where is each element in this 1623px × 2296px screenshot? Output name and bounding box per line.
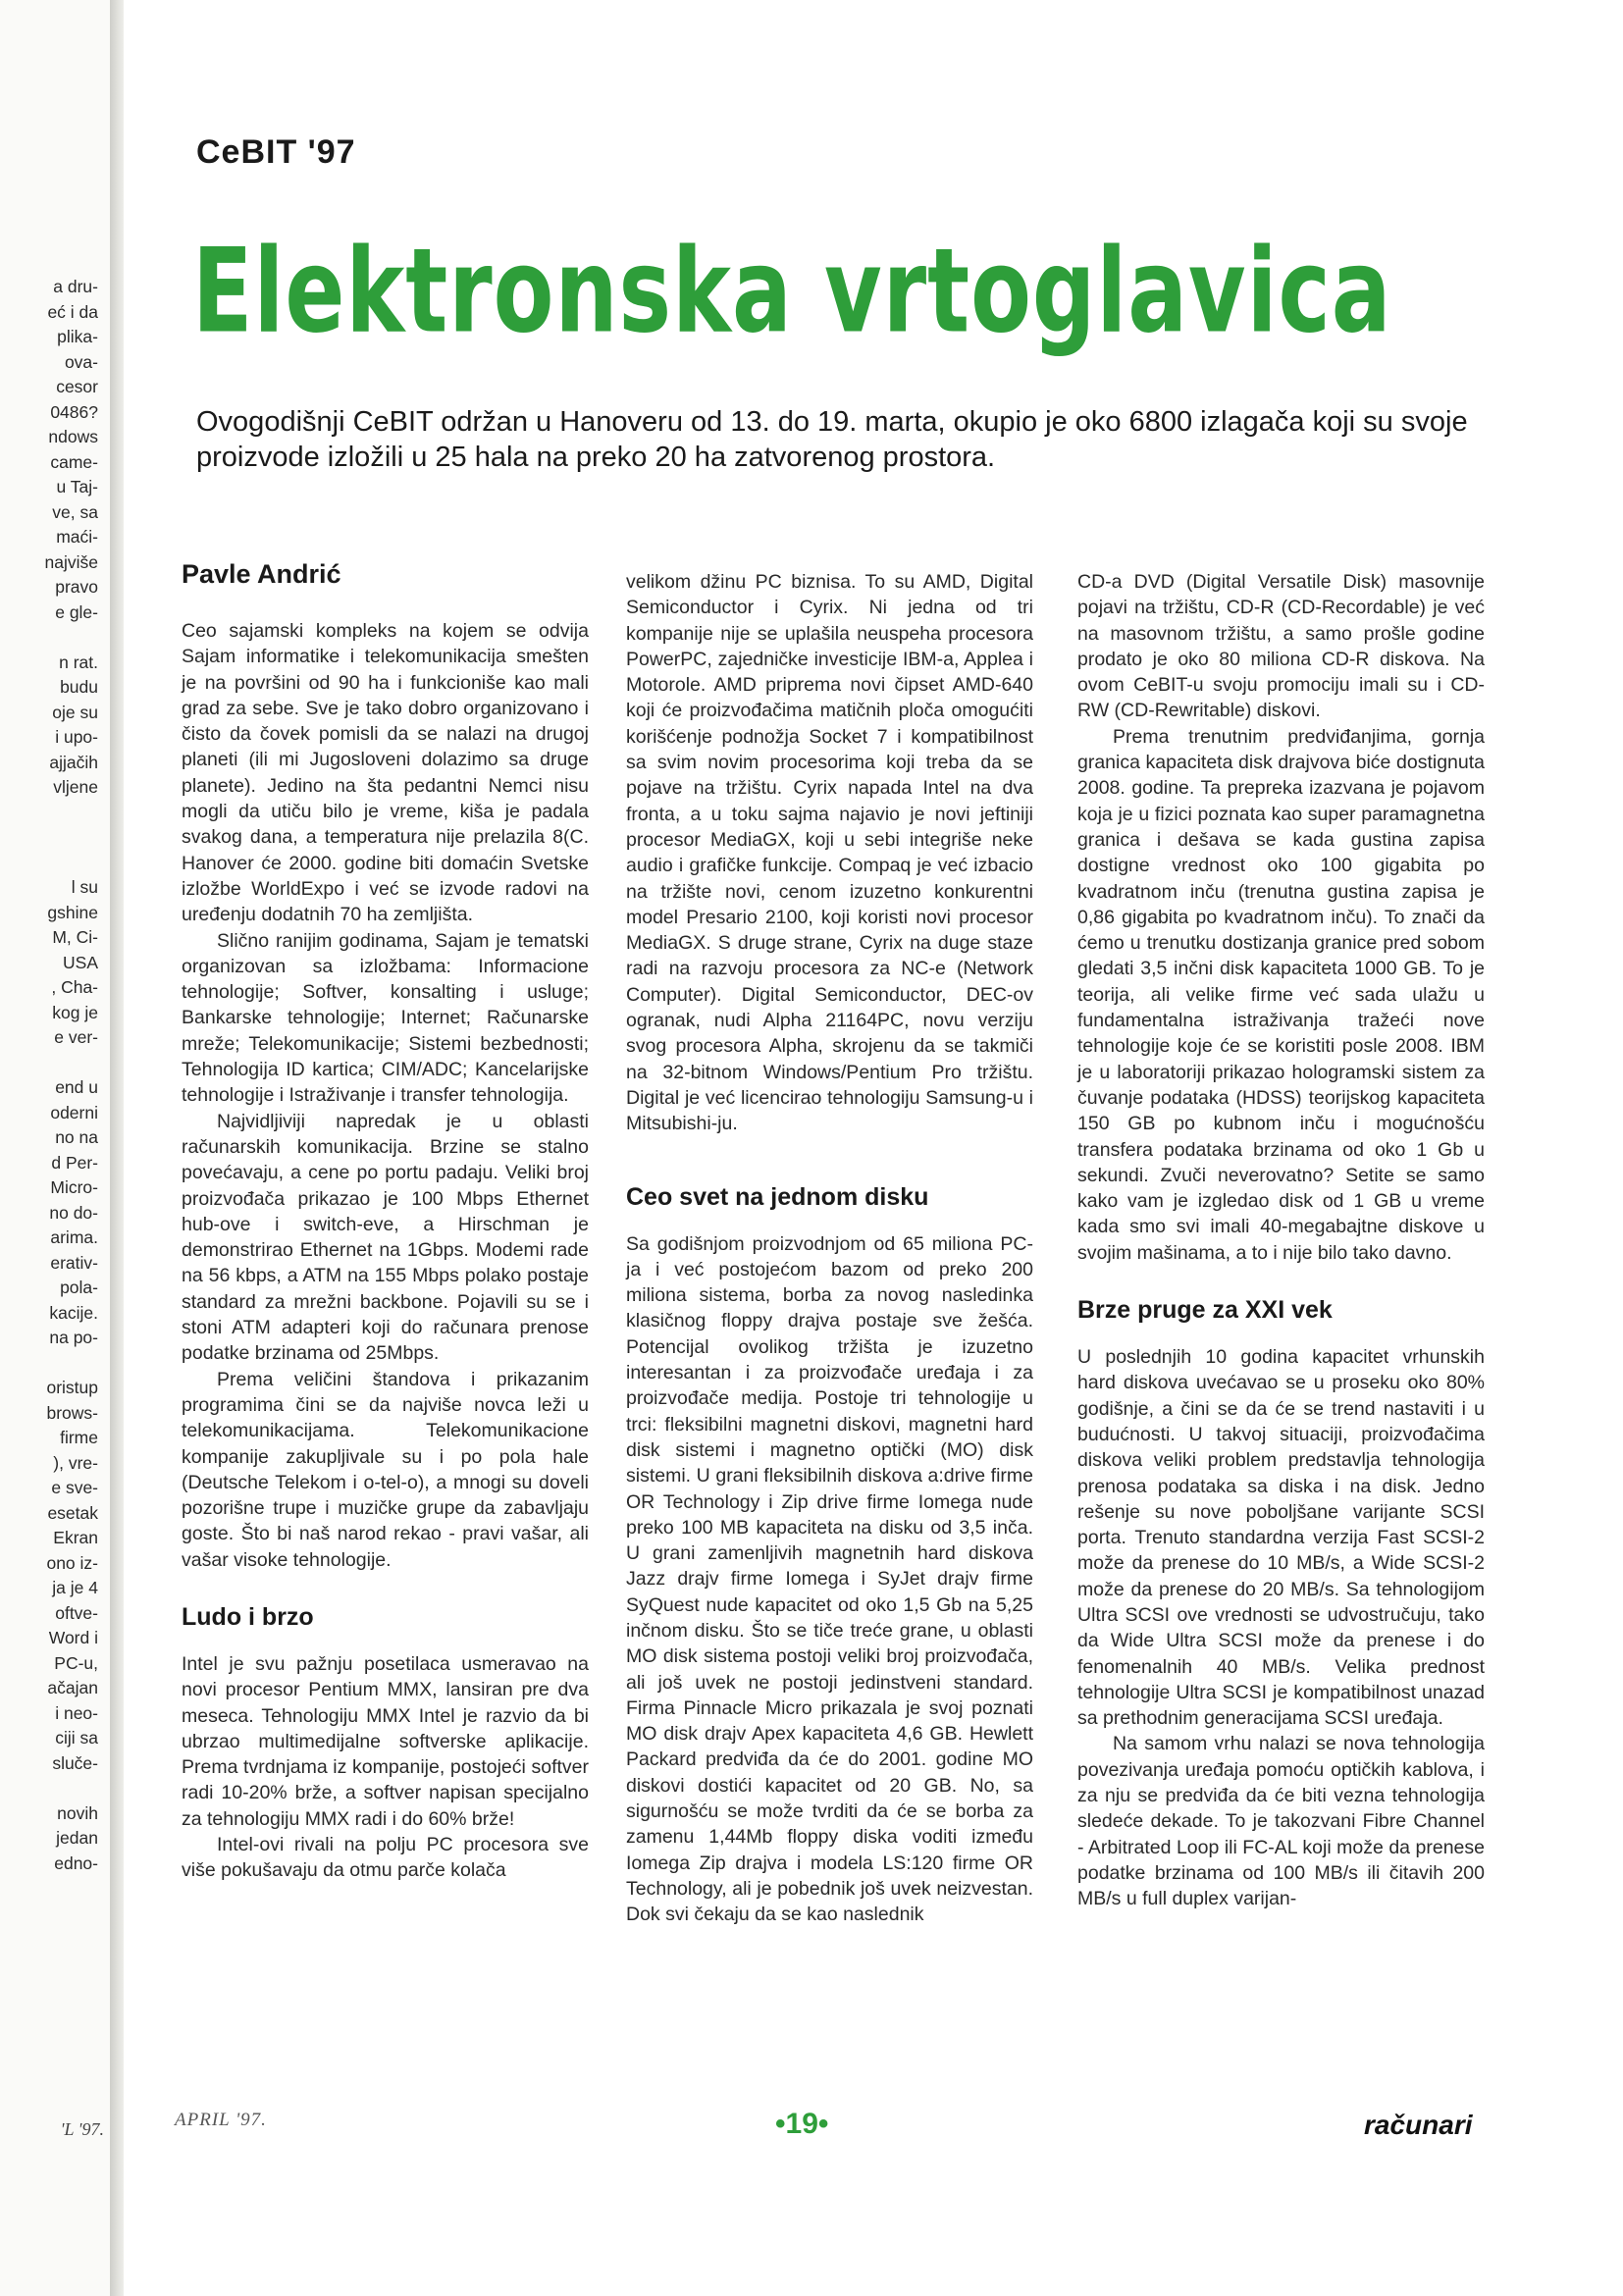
facing-page-line — [0, 851, 104, 876]
paragraph: Na samom vrhu nalazi se nova tehnologija povezivanja uređaja pomoću optičkih kablova, i za nju se predviđa da će biti vezna tehnologija sledeće dekade. To je takozvani Fibre Channel - Arbitrated Loop ili FC-AL koji može da prenese podatke brzinama od 100 MB/s ili čitavih 200 MB/s u full duplex varijan- — [1077, 1733, 1485, 1910]
facing-page-line: ciji sa — [55, 1728, 98, 1748]
facing-page-line: oftve- — [55, 1602, 98, 1623]
facing-page-line: M, Ci- — [52, 927, 98, 947]
column-3 — [1077, 569, 1485, 1912]
facing-page-line: novih — [57, 1802, 98, 1823]
page-spine — [110, 0, 124, 2296]
facing-page-line: end u — [55, 1077, 98, 1097]
facing-page-line: ačajan — [47, 1678, 98, 1697]
facing-page-footer: 'L '97. — [60, 2119, 104, 2139]
facing-page-line: i upo- — [55, 727, 98, 747]
facing-page-line: a dru- — [53, 277, 98, 296]
facing-page-line: cesor — [56, 377, 98, 396]
facing-page-line: eć i da — [47, 301, 98, 322]
facing-page-line: esetak — [47, 1502, 98, 1523]
paragraph: Ceo sajamski kompleks na kojem se odvija Sajam informatike i telekomunikacija smešten je na površini od 90 ha i funkcioniše kao mali grad za sebe. Sve je tako dobro organizovano i čisto da čovek pomisli da se nalazi na drugoj planeti (ili mi Jugosloveni dolazimo sa druge planete). Jedino na šta pedantni Nemci nisu mogli da utiču bilo je vreme, kiša je padala svakog dana, a temperatura nije prelazila 8(C. Hanover će 2000. godine biti domaćin Svetske izložbe WorldExpo i već se izvode radovi na uređenju dodatnih 70 ha zemljišta. — [182, 620, 589, 926]
paragraph: U poslednjih 10 godina kapacitet vrhunskih hard diskova uvećavao se u proseku oko 80% godišnje, a čini se da će se trend nastaviti i u budućnosti. U takvoj situaciji, proizvođačima diskova veliki problem predstavlja tehnologija prenosa podataka sa diska i na disk. Jedno rešenje su nove poboljšane varijante SCSI porta. Trenuto standardna verzija Fast SCSI-2 može da prenese do 10 MB/s, a Wide SCSI-2 može da prenese do 20 MB/s. Sa tehnologijom Ultra SCSI ove vrednosti se udvostručuju, tako da Wide Ultra SCSI može da prenese i do fenomenalnih 40 MB/s. Velika prednost tehnologije Ultra SCSI je kompatibilnost unazad sa prethodnim generacijama SCSI uređaja. — [1077, 1346, 1485, 1730]
facing-page-line: najviše — [44, 551, 98, 572]
paragraph: Sa godišnjom proizvodnjom od 65 miliona PC-ja i već postojećom bazom od preko 200 miliona sistema, borba za novog nasledinka klasičnog floppy drajva postaje sve žešća. Potencijal ovolikog tržišta je izuzetno interesantan i za proizvođače uređaja i za proizvođače medija. Postoje tri tehnologije u trci: fleksibilni magnetni diskovi, magnetni hard disk sistemi i magnetno optički (MO) disk sistemi. U grani fleksibilnih diskova a:drive firme OR Technology i Zip drive firme Iomega nude preko 100 MB kapaciteta na disku od 3,5 inča. U grani zamenljivih magnetnih hard diskova Jazz drajv firme Iomega i SyJet drajv firme SyQuest nude kapacitet od oko 1,5 Gb na 5,25 inčnom disku. Što se tiče treće grane, u oblasti MO disk sistema postoji veliki broj proizvođača, ali još uvek ne postoji jedinstveni standard. Firma Pinnacle Micro prikazala je svoj poznati MO disk drajv Apex kapaciteta 4,6 GB. Hewlett Packard predviđa da će do 2001. godine MO diskovi dostići kapacitet od 20 GB. No, sa sigurnošću se može tvrditi da će se borba za zamenu 1,44Mb floppy diska voditi između Iomega Zip drajva i modela LS:120 firme OR Technology, ali je pobednik još uvek neizvestan. Dok svi čekaju da se kao naslednik — [626, 1232, 1033, 1926]
magazine-brand: računari — [1364, 2110, 1473, 2140]
facing-page-line: oderni — [50, 1102, 98, 1122]
facing-page-line: ja je 4 — [52, 1578, 98, 1597]
page-number: •19• — [775, 2108, 829, 2140]
facing-page-strip — [0, 0, 111, 2296]
facing-page-line — [0, 1776, 104, 1801]
facing-page-line: no do- — [49, 1202, 98, 1223]
facing-page-line: no na — [55, 1127, 98, 1147]
paragraph: Intel je svu pažnju posetilaca usmeravao na novi procesor Pentium MMX, lansiran pre dva meseca. Tehnologiju MMX Intel je razvio da bi ubrzao multimedijalne softverske aplikacije. Prema tvrdnjama iz kompanije, postojeći softver radi 10-20% brže, a softver napisan specijalno za tehnologiju MMX radi i do 60% brže! — [182, 1652, 589, 1830]
facing-page-line: USA — [63, 952, 98, 972]
facing-page-line: vljene — [53, 777, 98, 797]
facing-page-line: sluče- — [52, 1752, 98, 1773]
facing-page-line: ova- — [64, 351, 98, 372]
facing-page-line: oje su — [52, 702, 98, 722]
facing-page-line — [0, 1351, 104, 1377]
subheading: Ludo i brzo — [182, 1602, 314, 1631]
facing-page-line: Micro- — [50, 1177, 98, 1197]
paragraph: CD-a DVD (Digital Versatile Disk) masovnije pojavi na tržištu, CD-R (CD-Recordable) je već na masovnom tržištu, a samo prošle godine prodato je oko 80 miliona CD-R diskova. Na ovom CeBIT-u svoju promociju imali su i CD-RW (CD-Rewritable) diskovi. — [1077, 571, 1485, 722]
facing-page-line: ), vre- — [53, 1452, 98, 1473]
paragraph: Intel-ovi rivali na polju PC procesora sve više pokušavaju da otmu parče kolača — [182, 1834, 589, 1882]
facing-page-line: ono iz- — [46, 1552, 98, 1573]
column-1 — [182, 559, 589, 1884]
facing-page-line: firme — [60, 1428, 98, 1447]
facing-page-line: i neo- — [55, 1702, 98, 1723]
facing-page-line: l su — [71, 877, 98, 897]
facing-page-line — [0, 625, 104, 651]
facing-page-line: e ver- — [54, 1027, 98, 1047]
facing-page-line: brows- — [46, 1402, 98, 1423]
facing-page-line: plika- — [57, 327, 98, 346]
author-byline: Pavle Andrić — [182, 559, 341, 589]
paragraph: velikom džinu PC biznisa. To su AMD, Digital Semiconductor i Cyrix. Ni jedna od tri kompanije nije se uplašila neuspeha procesora PowerPC, zajedničke investicije IBM-a, Applea i Motorole. AMD priprema novi čipset AMD-640 koji će proizvođačima matičnih ploča omogućiti korišćenje podnožja Socket 7 i kompatibilnost sa svim novim procesorima koji treba da se pojave na tržištu. Cyrix napada Intel na dva fronta, a u toku sajma najavio je novi jeftiniji procesor MediaGX, koji u sebi integriše neke audio i grafičke funkcije. Compaq je već izbacio na tržište novi, cenom izuzetno konkurentni model Presario 2100, koji koristi novi procesor MediaGX. S druge strane, Cyrix na duge staze radi na razvoju procesora za NC-e (Network Computer). Digital Semiconductor, DEC-ov ogranak, nudi Alpha 21164PC, novu verziju svog procesora Alpha, skrojenu da se takmiči na 32-bitnom Windows/Pentium Pro tržištu. Digital je već licencirao tehnologiju Samsung-u i Mitsubishi-ju. — [626, 571, 1033, 1135]
facing-page-line: Ekran — [53, 1528, 98, 1547]
facing-page-line: came- — [50, 451, 98, 472]
facing-page-line: jedan — [56, 1828, 98, 1848]
subheading: Brze pruge za XXI vek — [1077, 1296, 1333, 1325]
paragraph: Prema veličini štandova i prikazanim programima čini se da najviše novca leži u telekomunikacijama. Telekomunikacione kompanije zakupljivale su i po pola hale (Deutsche Telekom i o-tel-o), a mnogi su doveli pozorišne trupe i muzičke grupe da zabavljaju goste. Što bi naš narod rekao - pravi vašar, ali vašar visoke tehnologije. — [182, 1368, 589, 1571]
column-2 — [626, 569, 1033, 1928]
facing-page-line: kog je — [52, 1002, 98, 1022]
facing-page-line: Word i — [48, 1628, 98, 1647]
footer-date: APRIL '97. — [175, 2110, 267, 2130]
facing-page-line: maći- — [56, 527, 98, 547]
facing-page-line: pravo — [55, 577, 98, 597]
facing-page-text — [0, 275, 104, 1876]
facing-page-line: e gle- — [55, 601, 98, 622]
facing-page-line: na po- — [49, 1328, 98, 1347]
facing-page-line: kacije. — [49, 1302, 98, 1323]
article-title: Elektronska vrtoglavica — [192, 224, 1392, 360]
facing-page-line: arima. — [50, 1227, 98, 1247]
facing-page-line: 0486? — [50, 401, 98, 422]
facing-page-line: erativ- — [50, 1252, 98, 1273]
facing-page-line: oristup — [46, 1378, 98, 1397]
facing-page-line: u Taj- — [56, 477, 98, 496]
paragraph: Slično ranijim godinama, Sajam je tematski organizovan sa izložbama: Informacione tehnologije; Softver, konsalting i usluge; Bankarske tehnologije; Internet; Računarske mreže; Telekomunikacije; Sistemi bezbednosti; Tehnologija ID kartica; CIM/ADC; Kancelarijske tehnologije i Istraživanje i transfer tehnologija. — [182, 929, 589, 1107]
facing-page-line: d Per- — [51, 1152, 98, 1173]
facing-page-line: budu — [60, 677, 98, 697]
facing-page-line: e sve- — [51, 1478, 98, 1497]
facing-page-line: ajjačih — [49, 752, 98, 772]
paragraph: Prema trenutnim predviđanjima, gornja granica kapaciteta disk drajvova biće dostignuta 2008. godine. Ta prepreka izazvana je pojavom koja je u fizici poznata kao super paramagnetna granica i dešava se kada gustina zapisa dostigne vrednost oko 100 gigabita po kvadratnom inču (trenutna gustina zapisa je 0,86 gigabita po kvadratnom inču). To znači da ćemo u trenutku dostizanja granice pred sobom gledati 3,5 inčni disk kapaciteta 1000 GB. To je teorija, ali velike firme već sada ulažu u fundamentalna istraživanja tražeći nove tehnologije koje će se koristiti posle 2008. IBM je u laboratoriji prikazao hologramski sistem za čuvanje podataka (HDSS) teorijskog kapaciteta 150 GB po kubnom inču i mogućnošću transfera podataka brzinama od oko 1 Gb u sekundi. Zvuči neverovatno? Setite se samo kako vam je izgledao disk od 1 GB u vreme kada smo svi imali 40-megabajtne diskove u svojim mašinama, a to i nije bilo tako davno. — [1077, 725, 1485, 1264]
subheading: Ceo svet na jednom disku — [626, 1182, 929, 1211]
facing-page-line — [0, 1051, 104, 1076]
facing-page-line — [0, 825, 104, 851]
facing-page-line — [0, 801, 104, 826]
facing-page-line: ndows — [48, 427, 98, 446]
facing-page-line: , Cha- — [51, 977, 98, 997]
facing-page-line: edno- — [54, 1852, 98, 1873]
facing-page-line: ve, sa — [52, 501, 98, 522]
facing-page-line: PC-u, — [54, 1652, 98, 1673]
facing-page-line: n rat. — [59, 652, 98, 672]
section-tag: CeBIT '97 — [196, 133, 356, 171]
facing-page-line: gshine — [47, 902, 98, 922]
article-lede: Ovogodišnji CeBIT održan u Hanoveru od 13. do 19. marta, okupio je oko 6800 izlagača koji su svoje proizvode izložili u 25 hala na preko 20 ha zatvorenog prostora. — [196, 406, 1468, 473]
facing-page-line: pola- — [60, 1278, 98, 1297]
paragraph: Najvidljiviji napredak je u oblasti računarskih komunikacija. Brzine se stalno povećavaju, a cene po portu padaju. Veliki broj proizvođača prikazao je 100 Mbps Ethernet hub-ove i switch-eve, a Hirschman je demonstrirao Ethernet na 1Gbps. Modemi rade na 56 kbps, a ATM na 155 Mbps polako postaje standard za mrežni backbone. Pojavili su se i stoni ATM adapteri koji do računara prenose podatke brzinama od 25Mbps. — [182, 1110, 589, 1365]
